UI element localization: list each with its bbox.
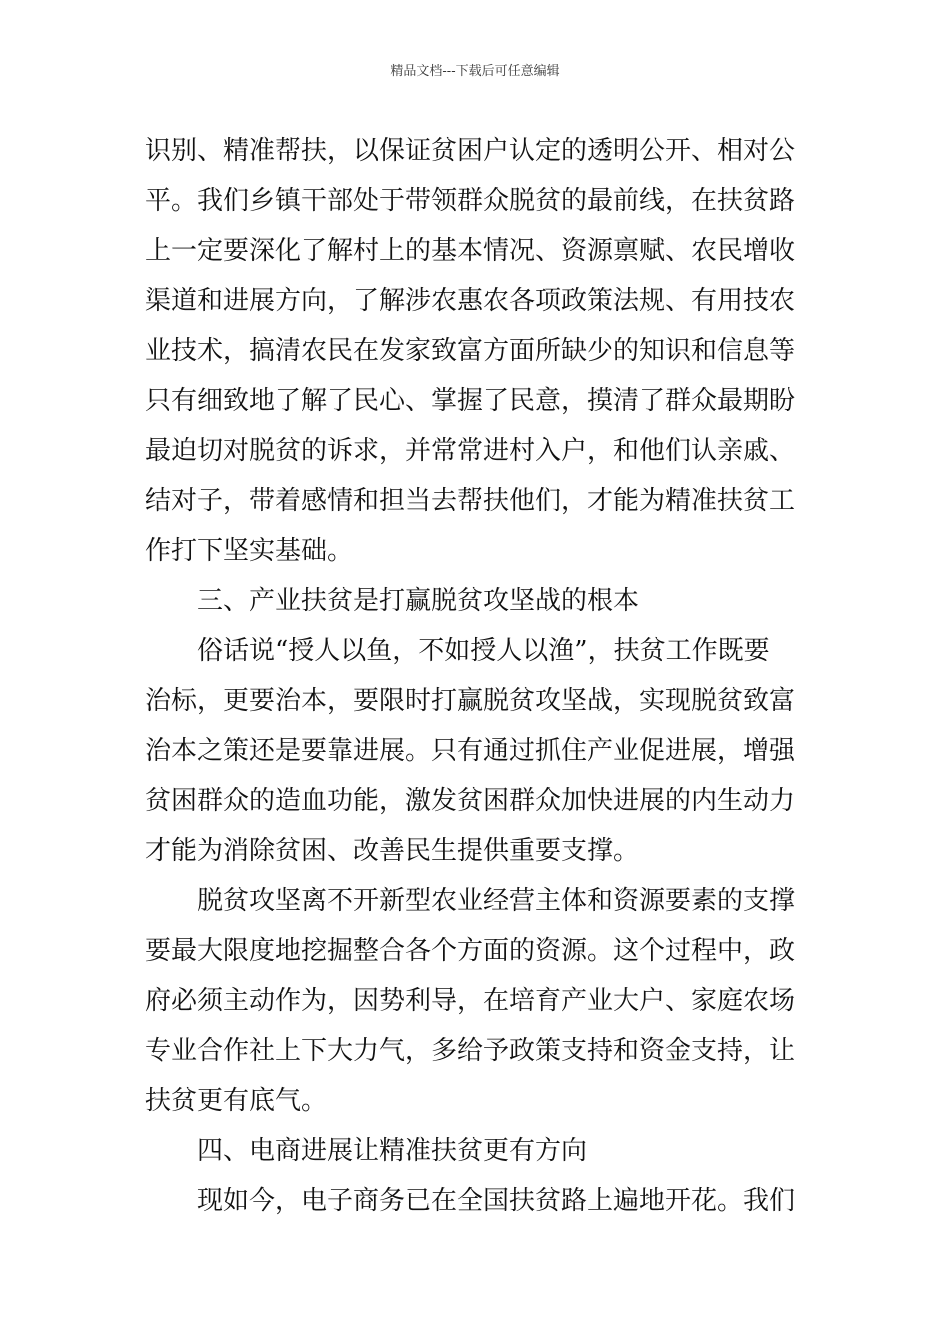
- paragraph-start: 俗话说“授人以鱼，不如授人以渔”，扶贫工作既要: [197, 636, 770, 666]
- page-header: 精品文档---下载后可任意编辑: [390, 64, 560, 79]
- text-line: 作打下坚实基础。: [145, 536, 354, 566]
- text-line: 结对子，带着感情和担当去帮扶他们，才能为精准扶贫工: [145, 486, 796, 516]
- text-line: 识别、精准帮扶，以保证贫困户认定的透明公开、相对公: [145, 136, 796, 166]
- text-line: 才能为消除贫困、改善民生提供重要支撑。: [145, 836, 640, 866]
- text-line: 要最大限度地挖掘整合各个方面的资源。这个过程中，政: [145, 936, 796, 966]
- text-line: 上一定要深化了解村上的基本情况、资源禀赋、农民增收: [145, 236, 796, 266]
- text-line: 治本之策还是要靠进展。只有通过抓住产业促进展，增强: [145, 736, 796, 766]
- text-line: 贫困群众的造血功能，激发贫困群众加快进展的内生动力: [145, 786, 796, 816]
- paragraph-start: 脱贫攻坚离不开新型农业经营主体和资源要素的支撑: [197, 886, 796, 916]
- text-line: 扶贫更有底气。: [145, 1086, 328, 1116]
- text-line: 平。我们乡镇干部处于带领群众脱贫的最前线，在扶贫路: [145, 186, 796, 216]
- text-line: 专业合作社上下大力气，多给予政策支持和资金支持，让: [145, 1036, 796, 1066]
- text-line: 最迫切对脱贫的诉求，并常常进村入户，和他们认亲戚、: [145, 436, 796, 466]
- text-line: 治标，更要治本，要限时打赢脱贫攻坚战，实现脱贫致富: [145, 686, 796, 716]
- section-heading: 四、电商进展让精准扶贫更有方向: [197, 1136, 588, 1166]
- text-line: 只有细致地了解了民心、掌握了民意，摸清了群众最期盼: [145, 386, 796, 416]
- paragraph-start: 现如今，电子商务已在全国扶贫路上遍地开花。我们: [197, 1186, 796, 1216]
- section-heading: 三、产业扶贫是打赢脱贫攻坚战的根本: [197, 586, 640, 616]
- document-body: [145, 126, 807, 1226]
- text-line: 府必须主动作为，因势利导，在培育产业大户、家庭农场: [145, 986, 796, 1016]
- text-line: 渠道和进展方向，了解涉农惠农各项政策法规、有用技农: [145, 286, 796, 316]
- text-line: 业技术，搞清农民在发家致富方面所缺少的知识和信息等: [145, 336, 796, 366]
